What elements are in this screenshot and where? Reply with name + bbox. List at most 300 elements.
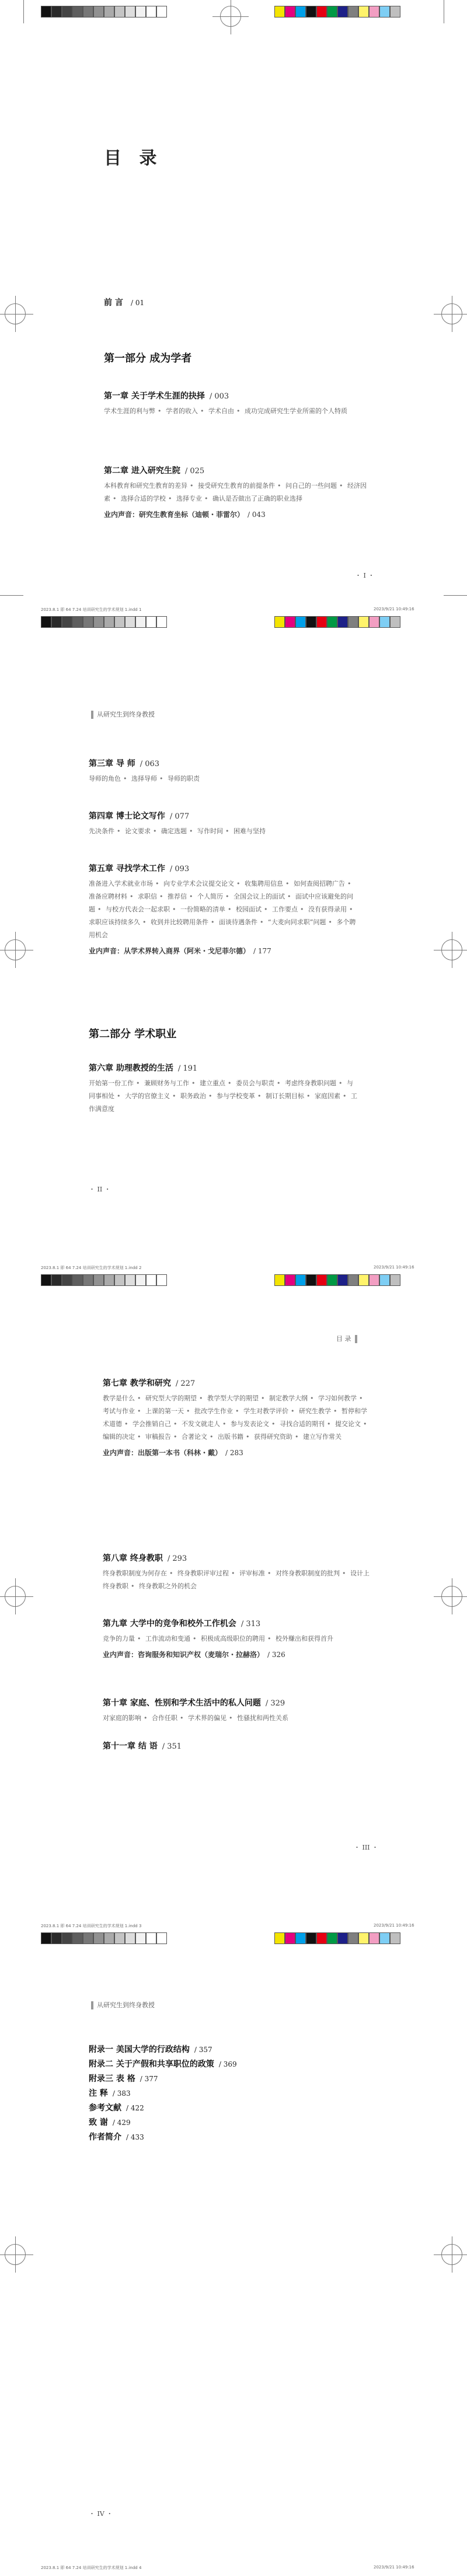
section-item: 评审标准 (239, 1570, 265, 1577)
section-item: 确认是否做出了正确的职业选择 (212, 495, 302, 502)
gray-swatch (135, 616, 146, 628)
gray-swatch (135, 1932, 146, 1944)
color-swatch (316, 6, 327, 18)
toc-back-item[interactable] (89, 2071, 237, 2086)
chapter-sections: 教学是什么 • 研究型大学的期望 • 教学型大学的期望 • 制定教学大纲 • 学习如何教学 • 考试与作业 • 上课的第一天 • 批改学生作业 • 学生对教学评价 • 研究生教学 • 暂停和学术道德 • 学会推销自己 • 不发文就走人 • 参与发表论文 • 寻找合适的期刊 • 提交论文 • 编辑的决定 • 审稿报告 • 合著论文 • 出版书籍 • 获得研究资助 • 建立写作常关 (103, 1394, 367, 1441)
color-swatch (316, 1274, 327, 1286)
gray-swatch (51, 1932, 62, 1944)
color-swatch (390, 1932, 400, 1944)
toc-page-3 (0, 1259, 467, 1917)
color-swatch (327, 616, 337, 628)
color-swatch (348, 1932, 358, 1944)
color-swatch (295, 6, 306, 18)
color-swatch (379, 1932, 390, 1944)
section-item: 工作要点 (272, 906, 298, 913)
chapter-title: 第九章 大学中的竞争和校外工作机会 (103, 1619, 236, 1628)
industry-voice (89, 945, 369, 957)
section-item: 对家庭的影响 (103, 1714, 141, 1722)
chapter-title: 第六章 助理教授的生活 (89, 1064, 173, 1073)
section-item: 准备进入学术就业市场 (89, 880, 153, 887)
chapter-page: / 329 (265, 1699, 285, 1708)
toc-chapter-10[interactable] (103, 1697, 371, 1725)
section-item: 问自己的一些问题 (285, 482, 337, 490)
print-slug: 2023/9/21 10:49:16 (374, 2565, 414, 2570)
color-swatch (285, 616, 295, 628)
section-item: 多个聘用机会 (89, 918, 356, 939)
industry-voice-page: / 043 (248, 511, 266, 519)
gray-swatch (41, 1932, 51, 1944)
gray-color-bar (41, 1274, 167, 1286)
registration-mark-icon (441, 1586, 462, 1607)
industry-voice-title: 业内声音：研究生教育坐标（迪顿・菲雷尔） (104, 511, 245, 519)
gray-swatch (104, 616, 114, 628)
section-item: 兼顾财务与工作 (144, 1079, 189, 1087)
section-item: 不发文就走人 (182, 1420, 220, 1428)
color-swatch (358, 616, 369, 628)
gray-swatch (156, 616, 167, 628)
color-swatch (337, 1274, 348, 1286)
entry-title: 附录二 关于产假和共享职位的政策 (89, 2060, 214, 2069)
section-item: 出版书籍 (218, 1433, 243, 1441)
color-swatch (369, 1932, 379, 1944)
section-item: 合作任职 (152, 1714, 177, 1722)
gray-swatch (83, 616, 93, 628)
page-folio: ・ I ・ (355, 572, 375, 579)
section-item: 准备应聘材料 (89, 893, 127, 900)
chapter-sections: 终身教职制度为何存在 • 终身教职评审过程 • 评审标准 • 对终身教职制度的批判 • 设计上终身教职 • 终身教职之外的机会 (103, 1570, 370, 1590)
entry-title: 参考文献 (89, 2103, 121, 2113)
toc-back-item[interactable] (89, 2086, 237, 2100)
chapter-page: / 003 (209, 392, 229, 401)
color-swatch (369, 1274, 379, 1286)
chapter-title: 第十章 家庭、性别和学术生活中的私人问题 (103, 1698, 261, 1708)
section-item: 研究型大学的期望 (145, 1394, 197, 1402)
registration-mark-icon (5, 939, 26, 960)
toc-chapter-9[interactable] (103, 1617, 383, 1661)
gray-swatch (156, 6, 167, 18)
chapter-page: / 093 (169, 865, 190, 873)
chapter-title: 第三章 导 师 (89, 759, 135, 768)
toc-chapter-2[interactable] (104, 464, 384, 520)
page-folio: ・ II ・ (89, 1186, 111, 1193)
section-item: 困难与坚持 (234, 827, 266, 835)
color-swatch (379, 616, 390, 628)
gray-swatch (51, 1274, 62, 1286)
chapter-sections: 开始第一份工作 • 兼顾财务与工作 • 建立重点 • 委员会与职责 • 考虑终身教职问题 • 与同事相处 • 大学的官僚主义 • 职务政治 • 参与学校变革 • 制订长期目标 • 家庭因素 • 工作满意度 (89, 1079, 357, 1113)
section-item: 竞争的力量 (103, 1635, 135, 1642)
industry-voice (103, 1447, 383, 1459)
section-item: 对终身教职制度的批判 (276, 1570, 340, 1577)
chapter-page: / 191 (177, 1064, 198, 1073)
section-item: 一份简略的清单 (180, 906, 225, 913)
gray-swatch (41, 6, 51, 18)
chapter-sections: 导师的角色 • 选择导师 • 导师的职责 (89, 775, 200, 782)
section-item: 批改学生作业 (194, 1407, 233, 1415)
section-item: 家庭因素 (315, 1092, 340, 1100)
section-item: 学者的收入 (166, 407, 198, 415)
gray-swatch (62, 616, 72, 628)
color-swatch (306, 1274, 316, 1286)
section-item: 终身教职制度为何存在 (103, 1570, 167, 1577)
section-item: 如何查阅招聘广告 (294, 880, 345, 887)
gray-swatch (83, 6, 93, 18)
section-item: 校外赚出和获得首升 (276, 1635, 333, 1642)
toc-chapter-1[interactable] (104, 390, 372, 418)
print-slug: 2023.8.1 即 64 7.24 培训研究生的学术规划 1.indd 3 (41, 1924, 142, 1928)
color-swatch (285, 6, 295, 18)
section-item: 性骚扰和两性关系 (237, 1714, 288, 1722)
crop-mark (444, 595, 467, 596)
toc-back-item[interactable] (89, 2100, 237, 2115)
chapter-title: 第十一章 结 语 (103, 1742, 158, 1751)
section-item: “大麦向同求职”问题 (268, 918, 326, 926)
color-swatch (327, 6, 337, 18)
entry-page: / 369 (218, 2060, 237, 2068)
toc-chapter-4[interactable] (89, 810, 357, 838)
gray-swatch (93, 1274, 104, 1286)
gray-swatch (83, 1932, 93, 1944)
toc-chapter-5[interactable] (89, 862, 369, 957)
section-item: 收集聘用信息 (245, 880, 283, 887)
gray-swatch (125, 616, 135, 628)
registration-mark-icon (5, 2244, 26, 2265)
print-slug: 2023/9/21 10:49:16 (374, 1923, 414, 1928)
gray-swatch (125, 1274, 135, 1286)
toc-back-item[interactable] (89, 2115, 237, 2130)
color-swatch (316, 1932, 327, 1944)
section-item: 研究生教学 (299, 1407, 331, 1415)
print-slug: 2023.8.1 即 64 7.24 培训研究生的学术规划 1.indd 1 (41, 607, 142, 612)
section-item: 委员会与职责 (236, 1079, 274, 1087)
section-item: 与校方代表会一起求职 (106, 906, 170, 913)
chapter-sections: 准备进入学术就业市场 • 向专业学术会议提交论文 • 收集聘用信息 • 如何查阅招聘广告 • 准备应聘材料 • 求职信 • 推荐信 • 个人简历 • 全国会议上的面试 • 面试中应该避免的问题 • 与校方代表会一起求职 • 一份简略的清单 • 校园面试 • 工作要点 • 没有获得录用 • 求职应该持续多久 • 收到并比较聘用条件 • 面谈待遇条件 • “大麦向同求职”问题 • 多个聘用机会 (89, 880, 356, 939)
section-item: 学术生涯的利与弊 (104, 407, 155, 415)
toc-chapter-3[interactable] (89, 757, 357, 785)
color-swatch (390, 6, 400, 18)
gray-swatch (146, 1932, 156, 1944)
industry-voice-page: / 177 (253, 947, 271, 955)
section-item: 选择专业 (176, 495, 202, 502)
toc-chapter-11[interactable] (103, 1740, 182, 1752)
gray-swatch (62, 1932, 72, 1944)
running-head-text: 目 录 (336, 1335, 351, 1343)
chapter-page: / 227 (175, 1379, 196, 1388)
section-item: 导师的职责 (168, 775, 200, 782)
process-color-bar (274, 6, 400, 18)
gray-swatch (93, 1932, 104, 1944)
gray-swatch (156, 1932, 167, 1944)
section-item: 选择导师 (131, 775, 157, 782)
section-item: 推荐信 (168, 893, 187, 900)
section-item: 制订长期目标 (266, 1092, 304, 1100)
running-head (88, 709, 155, 719)
gray-swatch (156, 1274, 167, 1286)
section-item: 导师的角色 (89, 775, 121, 782)
entry-page: / 377 (140, 2075, 158, 2083)
color-swatch (306, 6, 316, 18)
chapter-title: 第二章 进入研究生院 (104, 466, 180, 476)
color-swatch (358, 6, 369, 18)
section-item: 教学型大学的期望 (207, 1394, 259, 1402)
toc-chapter-7[interactable] (103, 1377, 383, 1459)
entry-title: 附录一 美国大学的行政结构 (89, 2045, 190, 2054)
gray-swatch (62, 1274, 72, 1286)
gray-swatch (114, 616, 125, 628)
gray-color-bar (41, 616, 167, 628)
industry-voice (103, 1649, 383, 1661)
gray-swatch (93, 616, 104, 628)
gray-color-bar (41, 1932, 167, 1944)
chapter-title: 第一章 关于学术生涯的抉择 (104, 392, 205, 401)
section-item: 开始第一份工作 (89, 1079, 134, 1087)
color-swatch (369, 6, 379, 18)
gray-swatch (93, 6, 104, 18)
section-item: 学生对教学评价 (243, 1407, 288, 1415)
section-item: 求职信 (138, 893, 157, 900)
section-item: 面谈待遇条件 (219, 918, 257, 926)
section-item: 上课的第一天 (145, 1407, 184, 1415)
chapter-title: 第八章 终身教职 (103, 1554, 163, 1563)
industry-voice-title: 业内声音：咨询服务和知识产权（麦瑞尔・拉赫洛） (103, 1651, 264, 1659)
color-swatch (274, 1274, 285, 1286)
entry-title: 前 言 (104, 298, 123, 307)
part-heading: 第二部分 学术职业 (89, 1028, 177, 1040)
section-item: 经济因素 (104, 482, 367, 502)
page-title: 目 录 (104, 148, 163, 169)
section-item: 面试中应该避免的问题 (89, 893, 353, 913)
registration-mark-icon (441, 2244, 462, 2265)
section-item: 职务政治 (180, 1092, 206, 1100)
registration-mark-icon (220, 6, 241, 27)
color-swatch (337, 6, 348, 18)
print-slug: 2023/9/21 10:49:16 (374, 1265, 414, 1270)
entry-title: 作者简介 (89, 2133, 121, 2142)
section-item: 写作时间 (197, 827, 223, 835)
section-item: 寻找合适的期刊 (280, 1420, 325, 1428)
color-swatch (379, 1274, 390, 1286)
running-head (336, 1334, 361, 1343)
toc-back-item[interactable] (89, 2057, 237, 2071)
gray-swatch (72, 1932, 83, 1944)
registration-mark-icon (441, 939, 462, 960)
section-item: 论文要求 (125, 827, 151, 835)
section-item: 编辑的决定 (103, 1433, 135, 1441)
entry-title: 注 释 (89, 2089, 108, 2098)
print-slug: 2023/9/21 10:49:16 (374, 607, 414, 611)
section-item: 工作流动和变通 (145, 1635, 190, 1642)
color-swatch (285, 1274, 295, 1286)
chapter-sections: 学术生涯的利与弊 • 学者的收入 • 学术自由 • 成功完成研究生学业所需的个人特质 (104, 407, 347, 415)
toc-back-matter (89, 2042, 237, 2144)
section-item: 设计上终身教职 (103, 1570, 370, 1590)
gray-swatch (41, 616, 51, 628)
entry-title: 附录三 表 格 (89, 2074, 135, 2084)
crop-mark (23, 0, 24, 23)
toc-page-2 (0, 601, 467, 1259)
toc-back-item[interactable] (89, 2130, 237, 2144)
chapter-sections: 对家庭的影响 • 合作任职 • 学术界的偏见 • 性骚扰和两性关系 (103, 1714, 288, 1722)
section-item: 建立写作常关 (303, 1433, 341, 1441)
gray-swatch (125, 1932, 135, 1944)
toc-chapter-6[interactable] (89, 1062, 357, 1116)
section-item: 与同事相处 (89, 1079, 353, 1100)
section-item: 积极成高级职位的聘用 (201, 1635, 265, 1642)
gray-swatch (114, 1274, 125, 1286)
entry-page: / 422 (126, 2104, 144, 2112)
gray-swatch (72, 616, 83, 628)
entry-page: / 357 (194, 2046, 212, 2054)
section-item: 个人简历 (197, 893, 223, 900)
color-swatch (358, 1932, 369, 1944)
gray-swatch (51, 616, 62, 628)
toc-page-1 (0, 0, 467, 601)
section-item: 本科教育和研究生教育的差异 (104, 482, 187, 490)
section-item: 考虑终身教职问题 (285, 1079, 336, 1087)
section-item: 制定教学大纲 (269, 1394, 308, 1402)
color-swatch (274, 1932, 285, 1944)
chapter-page: / 063 (140, 760, 160, 768)
industry-voice (104, 509, 384, 520)
color-swatch (295, 1274, 306, 1286)
gray-swatch (104, 6, 114, 18)
color-swatch (369, 616, 379, 628)
chapter-title: 第七章 教学和研究 (103, 1379, 171, 1388)
entry-title: 致 谢 (89, 2118, 108, 2127)
industry-voice-title: 业内声音：出版第一本书（科林・戴） (103, 1449, 222, 1457)
gray-swatch (104, 1932, 114, 1944)
entry-page: / 383 (112, 2089, 131, 2098)
gray-swatch (146, 1274, 156, 1286)
color-swatch (274, 6, 285, 18)
toc-entry-preface[interactable] (104, 296, 144, 308)
section-item: 向专业学术会议提交论文 (163, 880, 234, 887)
entry-page: / 429 (112, 2119, 131, 2127)
section-item: 先决条件 (89, 827, 114, 835)
gray-swatch (146, 6, 156, 18)
running-head-text: 从研究生到终身教授 (97, 2001, 155, 2009)
section-item: 参与学校变革 (217, 1092, 255, 1100)
color-swatch (316, 616, 327, 628)
color-swatch (295, 1932, 306, 1944)
gray-swatch (41, 1274, 51, 1286)
color-swatch (285, 1932, 295, 1944)
process-color-bar (274, 1932, 400, 1944)
chapter-page: / 293 (167, 1554, 187, 1563)
part-heading: 第一部分 成为学者 (104, 352, 192, 365)
gray-swatch (83, 1274, 93, 1286)
chapter-sections: 本科教育和研究生教育的差异 • 接受研究生教育的前提条件 • 问自己的一些问题 • 经济因素 • 选择合适的学校 • 选择专业 • 确认是否做出了正确的职业选择 (104, 482, 367, 502)
section-item: 学会推销自己 (133, 1420, 171, 1428)
chapter-sections: 先决条件 • 论文要求 • 确定选题 • 写作时间 • 困难与坚持 (89, 827, 266, 835)
section-item: 参与发表论文 (231, 1420, 269, 1428)
color-swatch (295, 616, 306, 628)
gray-swatch (72, 6, 83, 18)
gray-swatch (135, 6, 146, 18)
print-slug: 2023.8.1 即 64 7.24 培训研究生的学术规划 1.indd 4 (41, 2565, 142, 2570)
section-item: 收到并比较聘用条件 (151, 918, 208, 926)
section-item: 学术界的偏见 (188, 1714, 226, 1722)
color-swatch (390, 616, 400, 628)
section-item: 接受研究生教育的前提条件 (198, 482, 275, 490)
chapter-title: 第五章 寻找学术工作 (89, 864, 165, 873)
section-item: 合著论文 (182, 1433, 207, 1441)
color-swatch (348, 616, 358, 628)
industry-voice-page: / 283 (225, 1449, 243, 1457)
toc-chapter-8[interactable] (103, 1552, 371, 1593)
section-item: 大学的官僚主义 (125, 1092, 170, 1100)
running-head-text: 从研究生到终身教授 (97, 711, 155, 718)
toc-page-4 (0, 1917, 467, 2576)
gray-swatch (146, 616, 156, 628)
section-item: 考试与作业 (103, 1407, 135, 1415)
registration-mark-icon (5, 1586, 26, 1607)
registration-mark-icon (441, 303, 462, 324)
gray-swatch (114, 1932, 125, 1944)
gray-swatch (104, 1274, 114, 1286)
section-item: 求职应该持续多久 (89, 918, 140, 926)
section-item: 审稿报告 (145, 1433, 171, 1441)
entry-page: / 433 (126, 2133, 144, 2141)
process-color-bar (274, 616, 400, 628)
section-item: 获得研究资助 (254, 1433, 292, 1441)
color-swatch (327, 1932, 337, 1944)
section-item: 选择合适的学校 (121, 495, 166, 502)
gray-swatch (62, 6, 72, 18)
crop-mark (0, 595, 23, 596)
section-item: 确定选题 (161, 827, 187, 835)
color-swatch (348, 6, 358, 18)
section-item: 暂停和学术道德 (103, 1407, 367, 1428)
entry-page: / 01 (130, 299, 145, 307)
color-swatch (390, 1274, 400, 1286)
gray-color-bar (41, 6, 167, 18)
industry-voice-title: 业内声音：从学术界转入商界（阿米・戈尼菲尔德） (89, 947, 250, 955)
section-item: 终身教职评审过程 (177, 1570, 229, 1577)
chapter-page: / 351 (162, 1742, 182, 1751)
section-item: 工作满意度 (89, 1092, 357, 1113)
color-swatch (379, 6, 390, 18)
color-swatch (337, 616, 348, 628)
registration-mark-icon (5, 303, 26, 324)
gray-swatch (51, 6, 62, 18)
section-item: 没有获得录用 (308, 906, 347, 913)
toc-back-item[interactable] (89, 2042, 237, 2057)
chapter-page: / 313 (241, 1620, 261, 1628)
section-item: 校园面试 (236, 906, 262, 913)
section-item: 全国会议上的面试 (234, 893, 285, 900)
section-item: 成功完成研究生学业所需的个人特质 (245, 407, 347, 415)
color-swatch (274, 616, 285, 628)
gray-swatch (135, 1274, 146, 1286)
section-item: 学习如何教学 (318, 1394, 357, 1402)
chapter-sections: 竞争的力量 • 工作流动和变通 • 积极成高级职位的聘用 • 校外赚出和获得首升 (103, 1635, 333, 1642)
section-item: 建立重点 (200, 1079, 225, 1087)
chapter-page: / 025 (184, 467, 205, 476)
chapter-title: 第四章 博士论文写作 (89, 812, 165, 821)
page-folio: ・ III ・ (354, 1844, 379, 1851)
section-item: 终身教职之外的机会 (139, 1582, 197, 1590)
color-swatch (327, 1274, 337, 1286)
color-swatch (337, 1932, 348, 1944)
section-item: 提交论文 (335, 1420, 361, 1428)
gray-swatch (114, 6, 125, 18)
print-slug: 2023.8.1 即 64 7.24 培训研究生的学术规划 1.indd 2 (41, 1266, 142, 1270)
gray-swatch (72, 1274, 83, 1286)
process-color-bar (274, 1274, 400, 1286)
color-swatch (358, 1274, 369, 1286)
page-folio: ・ IV ・ (89, 2510, 113, 2518)
running-head (88, 2000, 155, 2009)
